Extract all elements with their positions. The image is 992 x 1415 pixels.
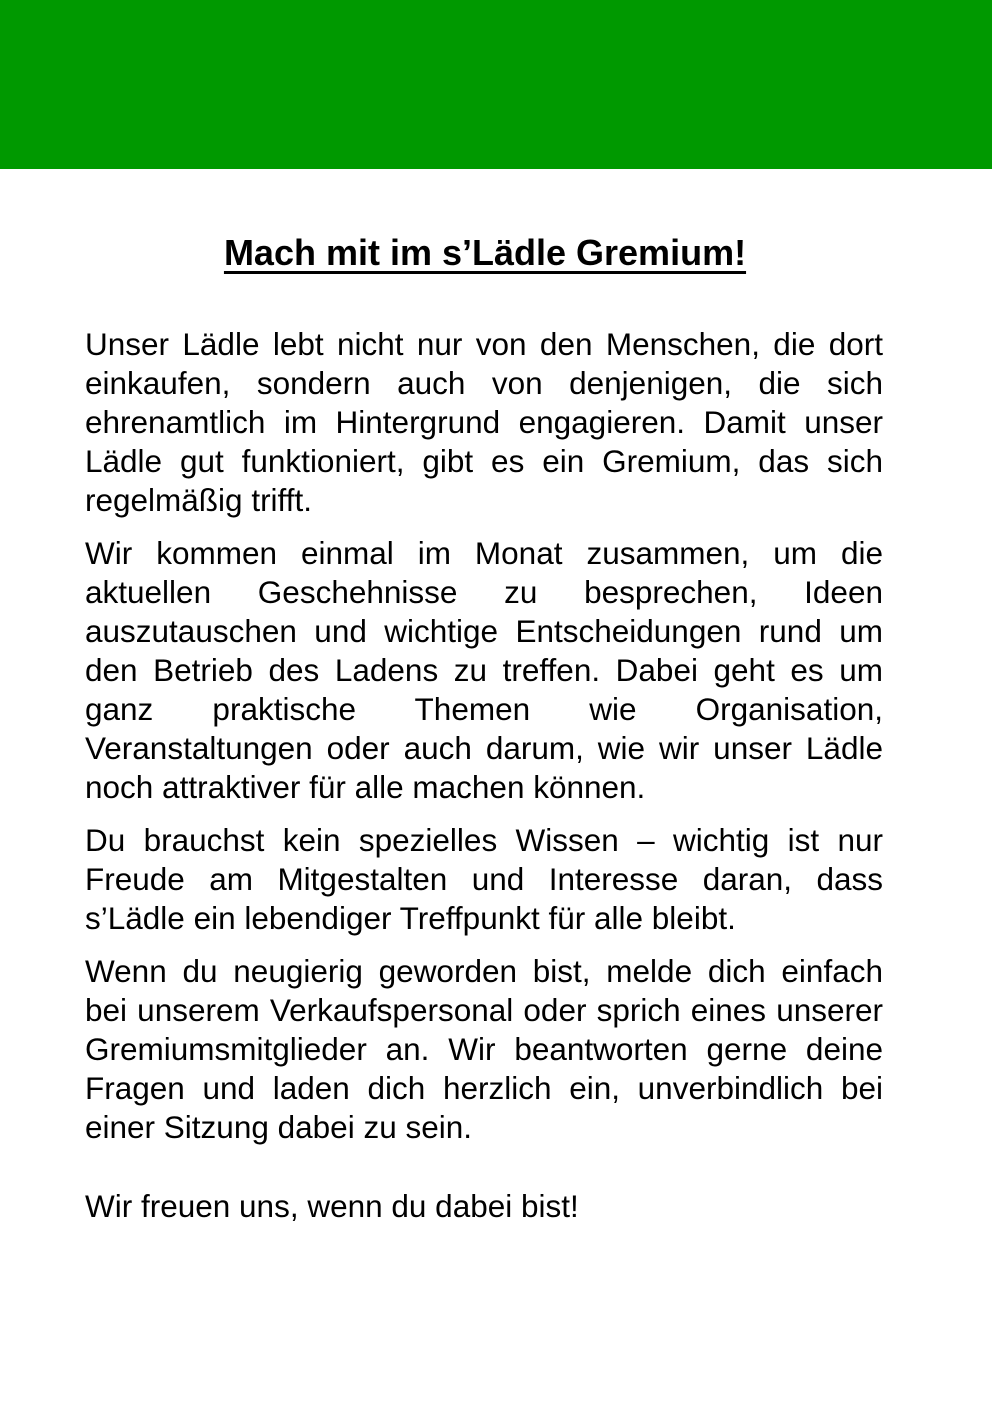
paragraph-meetings: Wir kommen einmal im Monat zusammen, um die aktuellen Geschehnisse zu besprechen, Ideen auszutauschen und wichtige Entscheidungen rund um den Betrieb des Ladens zu treffen. Dabei geht es um ganz praktische Themen wie Organisation, Veranstaltungen oder auch darum, wie wir unser Lädle noch attraktiver für alle machen können. <box>85 535 883 805</box>
header-color-band <box>0 0 992 169</box>
document-body <box>85 325 883 1226</box>
page-title: Mach mit im s’Lädle Gremium! <box>223 232 747 273</box>
paragraph-intro: Unser Lädle lebt nicht nur von den Menschen, die dort einkaufen, sondern auch von denjenigen, die sich ehrenamtlich im Hintergrund engagieren. Damit unser Lädle gut funktioniert, gibt es ein Gremium, das sich regelmäßig trifft. <box>85 326 883 518</box>
closing-line: Wir freuen uns, wenn du dabei bist! <box>85 1188 579 1224</box>
paragraph-contact: Wenn du neugierig geworden bist, melde dich einfach bei unserem Verkaufspersonal oder sprich eines unserer Gremiumsmitglieder an. Wir beantworten gerne deine Fragen und laden dich herzlich ein, unverbindlich bei einer Sitzung dabei zu sein. <box>85 953 883 1145</box>
paragraph-requirements: Du brauchst kein spezielles Wissen – wichtig ist nur Freude am Mitgestalten und Interesse daran, dass s’Lädle ein lebendiger Treffpunkt für alle bleibt. <box>85 822 883 936</box>
